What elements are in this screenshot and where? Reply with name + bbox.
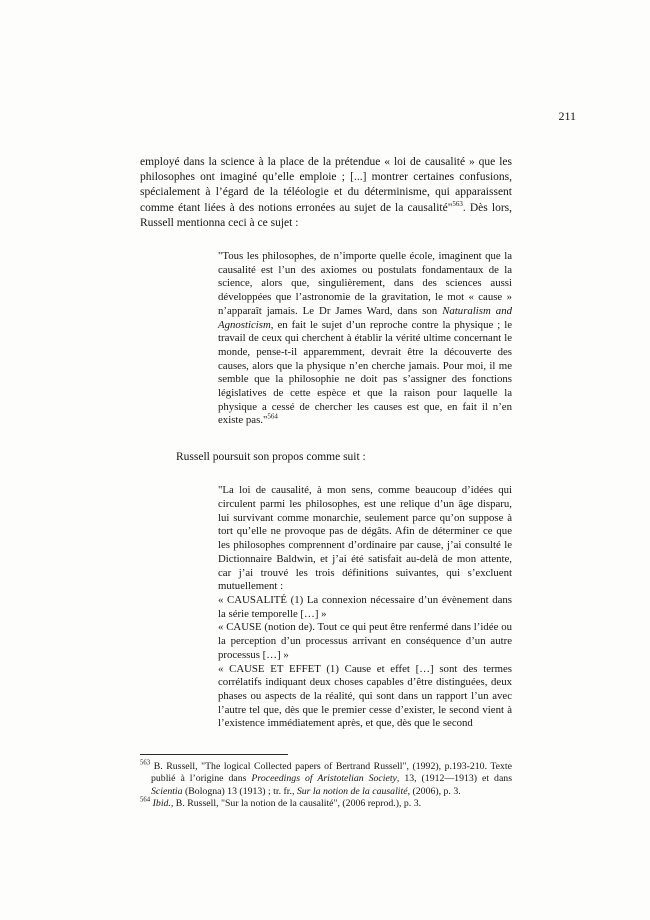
footnote-563-text-d: , (2006), p. 3. bbox=[407, 785, 461, 797]
footnote-563-journal-title-2: Scientia bbox=[151, 785, 183, 797]
paragraph-intro-tail: . Dès lors, Russell mentionna ceci à ce sujet : bbox=[140, 201, 512, 229]
quote-block-1 bbox=[218, 250, 512, 428]
quote-1-text-a: "Tous les philosophes, de n’importe quelle école, imaginent que la causalité est l’un des axiomes ou postulats fondamentaux de la science, alors que, singulièrement, dans des sciences aussi développées que l’astronomie de la gravitation, le mot « cause » n’apparaît jamais. Le Dr James Ward, dans son bbox=[218, 250, 512, 317]
footnote-564-text: , B. Russell, "Sur la notion de la causalité", (2006 reprod.), p. 3. bbox=[170, 798, 422, 810]
footnote-563-text-b: , 13, (1912—1913) et dans bbox=[396, 773, 513, 785]
footnote-563-marker: 563 bbox=[140, 759, 151, 767]
quote-2-definition-causalite: « CAUSALITÉ (1) La connexion nécessaire d’un évènement dans la série temporelle […] » bbox=[218, 593, 512, 620]
page-content bbox=[140, 155, 512, 731]
footnote-564 bbox=[140, 798, 512, 810]
paragraph-transition: Russell poursuit son propos comme suit : bbox=[176, 451, 366, 464]
footnote-563-work-title: Sur la notion de la causalité bbox=[296, 785, 408, 797]
footnote-563-journal-title: Proceedings of Aristotelian Society bbox=[251, 773, 397, 785]
footnotes-section bbox=[140, 754, 512, 811]
paragraph-intro-text: employé dans la science à la place de la prétendue « loi de causalité » que les philosophes ont imaginé qu’elle emploie ; [...] montrer certaines confusions, spécialement à l’égard de la téléologie et du déterminisme, qui apparaissent comme étant liées à des notions erronées au sujet de la causalité" bbox=[140, 156, 512, 214]
footnote-separator bbox=[140, 754, 288, 755]
quote-2-intro: "La loi de causalité, à mon sens, comme beaucoup d’idées qui circulent parmi les philosophes, est une relique d’un âge disparu, lui survivant comme monarchie, seulement parce qu’on suppose à tort qu’elle ne provoque pas de dégâts. Afin de déterminer ce que les philosophes comprennent d’ordinaire par cause, j’ai consulté le Dictionnaire Baldwin, et j’ai été satisfait au-delà de mon attente, car j’ai trouvé les trois définitions suivantes, qui s’excluent mutuellement : bbox=[218, 484, 512, 593]
footnote-564-ibid: Ibid. bbox=[150, 798, 171, 810]
footnote-563-text-a: B. Russell, "The logical Collected papers of Bertrand Russell", (1992), p.193-210. Texte publié à l’origine dans bbox=[150, 761, 512, 785]
quote-1-book-title: Naturalism and Agnosticism bbox=[218, 304, 512, 331]
footnote-ref-564: 564 bbox=[267, 412, 278, 421]
quote-block-2 bbox=[218, 484, 512, 731]
paragraph-intro bbox=[140, 155, 512, 231]
quote-2-definition-cause: « CAUSE (notion de). Tout ce qui peut être renfermé dans l’idée ou la perception d’un processus arrivant en conséquence d’un autre processus […] » bbox=[218, 621, 512, 661]
footnote-564-marker: 564 bbox=[140, 796, 151, 804]
footnote-563 bbox=[140, 761, 512, 798]
footnote-563-text-c: (Bologna) 13 (1913) ; tr. fr., bbox=[182, 785, 297, 797]
page-number: 211 bbox=[558, 109, 576, 123]
footnote-ref-563: 563 bbox=[452, 199, 463, 208]
quote-2-definition-cause-effet: « CAUSE ET EFFET (1) Cause et effet […] sont des termes corrélatifs indiquant deux choses capables d’être distinguées, deux phases ou aspects de la réalité, qui sont dans un rapport l’un avec l’autre tel que, dès que le premier cesse d’exister, le second vient à l’existence immédiatement après, et que, dès que le second bbox=[218, 662, 512, 730]
quote-1-text-b: , en fait le sujet d’un reproche contre la physique ; le travail de ceux qui cherchent à établir la vérité ultime concernant le monde, pense-t-il apparemment, devrait être la découverte des causes, alors que la physique n’en cherche jamais. Pour moi, il me semble que la philosophie ne doit pas s’assigner des fonctions législatives de cette espèce et que la raison pour laquelle la physique a cessé de chercher les causes est que, en fait il n’en existe pas." bbox=[218, 318, 512, 427]
